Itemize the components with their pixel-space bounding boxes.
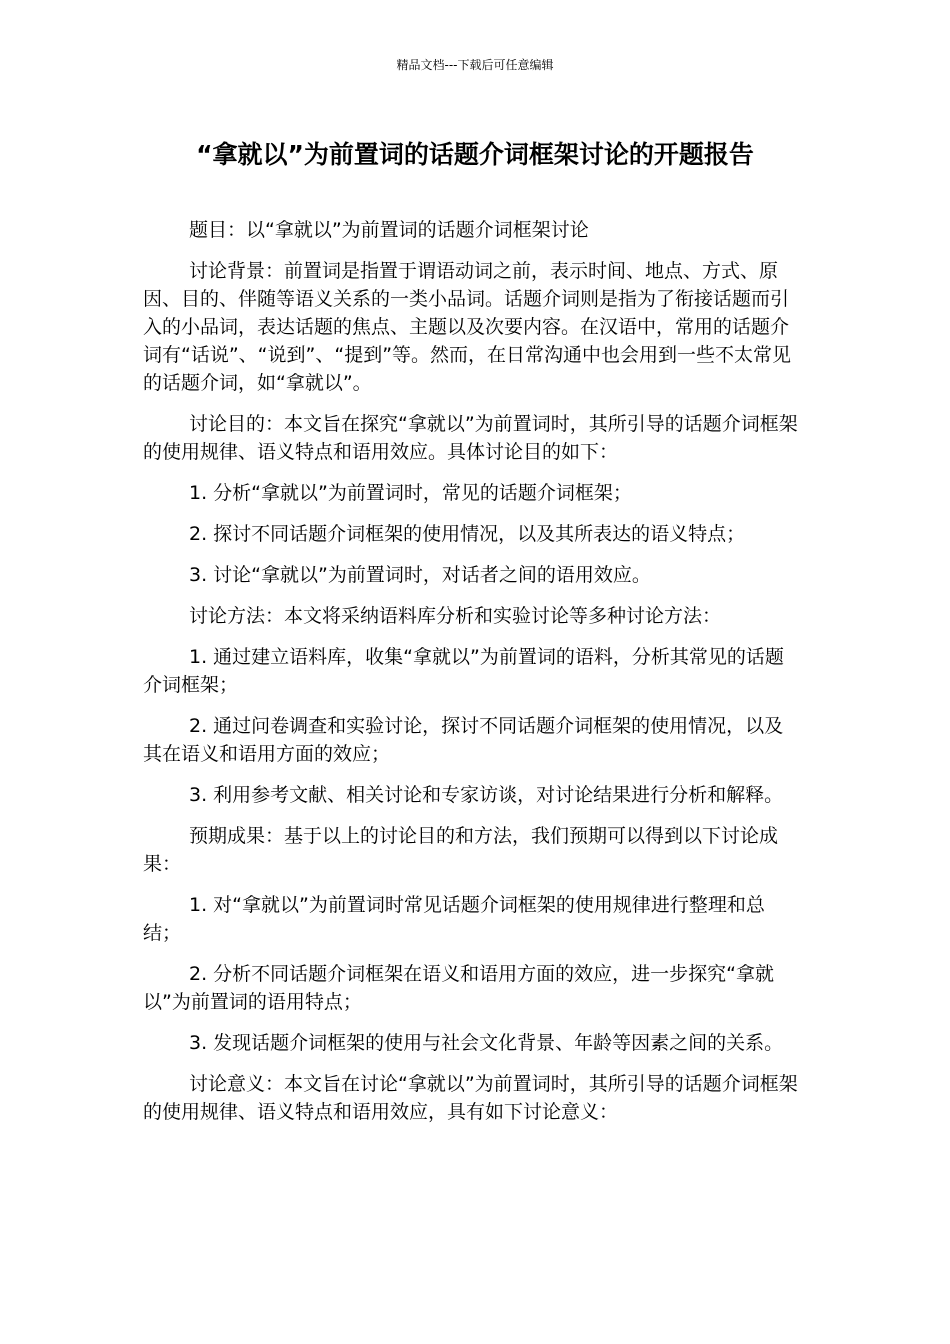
page-header-note: 精品文档---下载后可任意编辑 <box>396 58 554 72</box>
list-item-method-2: 2. 通过问卷调查和实验讨论，探讨不同话题介词框架的使用情况，以及其在语义和语用方面的效应； <box>143 715 784 765</box>
document-title: “拿就以”为前置词的话题介词框架讨论的开题报告 <box>196 140 754 169</box>
paragraph-method: 讨论方法：本文将采纳语料库分析和实验讨论等多种讨论方法： <box>189 605 722 627</box>
paragraph-significance: 讨论意义：本文旨在讨论“拿就以”为前置词时，其所引导的话题介词框架的使用规律、语义特点和语用效应，具有如下讨论意义： <box>143 1073 798 1123</box>
list-item-method-1: 1. 通过建立语料库，收集“拿就以”为前置词的语料，分析其常见的话题介词框架； <box>143 646 784 696</box>
paragraph-expected-results: 预期成果：基于以上的讨论目的和方法，我们预期可以得到以下讨论成果： <box>143 825 779 875</box>
list-item-purpose-1: 1. 分析“拿就以”为前置词时，常见的话题介词框架； <box>189 482 632 504</box>
list-item-result-1: 1. 对“拿就以”为前置词时常见话题介词框架的使用规律进行整理和总结； <box>143 894 765 944</box>
list-item-result-2: 2. 分析不同话题介词框架在语义和语用方面的效应，进一步探究“拿就以”为前置词的语用特点； <box>143 963 775 1013</box>
paragraph-purpose: 讨论目的：本文旨在探究“拿就以”为前置词时，其所引导的话题介词框架的使用规律、语义特点和语用效应。具体讨论目的如下： <box>143 413 798 463</box>
list-item-purpose-3: 3. 讨论“拿就以”为前置词时，对话者之间的语用效应。 <box>189 564 651 586</box>
list-item-result-3: 3. 发现话题介词框架的使用与社会文化背景、年龄等因素之间的关系。 <box>189 1032 784 1054</box>
list-item-method-3: 3. 利用参考文献、相关讨论和专家访谈，对讨论结果进行分析和解释。 <box>189 784 784 806</box>
paragraph-topic: 题目：以“拿就以”为前置词的话题介词框架讨论 <box>189 219 589 241</box>
list-item-purpose-2: 2. 探讨不同话题介词框架的使用情况，以及其所表达的语义特点； <box>189 523 746 545</box>
document-body <box>143 216 800 1139</box>
paragraph-background: 讨论背景：前置词是指置于谓语动词之前，表示时间、地点、方式、原因、目的、伴随等语义关系的一类小品词。话题介词则是指为了衔接话题而引入的小品词，表达话题的焦点、主题以及次要内容。在汉语中，常用的话题介词有“话说”、“说到”、“提到”等。然而，在日常沟通中也会用到一些不太常见的话题介词，如“拿就以”。 <box>143 260 792 394</box>
